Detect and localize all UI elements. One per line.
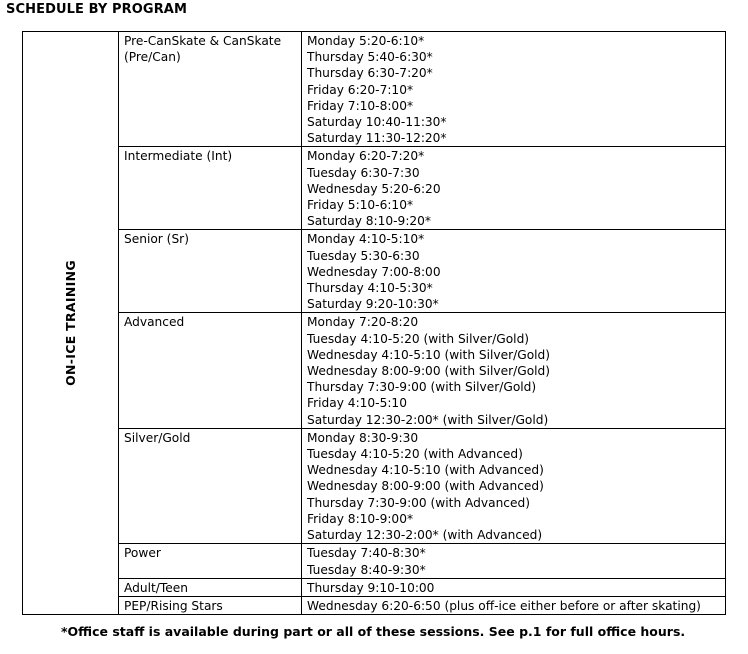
program-name: Intermediate (Int) xyxy=(124,149,233,164)
session-time: Saturday 9:20-10:30* xyxy=(307,297,439,312)
side-label: ON-ICE TRAINING xyxy=(62,260,78,386)
program-name-cell xyxy=(119,428,302,543)
session-time: Saturday 12:30-2:00* (with Advanced) xyxy=(307,528,543,543)
session-time: Thursday 9:10-10:00 xyxy=(307,580,435,595)
program-name-cell xyxy=(119,147,302,230)
session-time: Tuesday 5:30-6:30 xyxy=(307,248,420,263)
session-time: Thursday 7:30-9:00 (with Advanced) xyxy=(307,495,530,510)
program-name: Silver/Gold xyxy=(124,430,191,445)
session-time: Tuesday 4:10-5:20 (with Advanced) xyxy=(307,447,523,462)
schedule-table xyxy=(22,31,726,615)
program-row xyxy=(23,544,726,578)
program-name-cell xyxy=(119,578,302,596)
program-name: PEP/Rising Stars xyxy=(124,598,223,613)
session-time: Tuesday 6:30-7:30 xyxy=(307,165,420,180)
footnote: *Office staff is available during part or all of these sessions. See p.1 for full office hours. xyxy=(61,624,686,639)
session-time: Friday 8:10-9:00* xyxy=(307,511,414,526)
program-name: Senior (Sr) xyxy=(124,232,189,247)
session-time: Tuesday 4:10-5:20 (with Silver/Gold) xyxy=(307,331,530,346)
program-name: (Pre/Can) xyxy=(124,50,181,65)
session-time: Saturday 11:30-12:20* xyxy=(307,131,447,146)
session-time: Wednesday 5:20-6:20 xyxy=(307,181,441,196)
session-time: Friday 4:10-5:10 xyxy=(307,396,407,411)
program-name: Adult/Teen xyxy=(124,580,188,595)
schedule-body xyxy=(23,32,726,615)
session-time: Monday 4:10-5:10* xyxy=(307,232,425,247)
program-row xyxy=(23,578,726,596)
program-name-cell xyxy=(119,544,302,578)
session-time: Saturday 8:10-9:20* xyxy=(307,214,432,229)
session-time: Monday 5:20-6:10* xyxy=(307,34,425,48)
program-name-cell xyxy=(119,596,302,614)
program-name-cell xyxy=(119,230,302,313)
session-time: Saturday 12:30-2:00* (with Silver/Gold) xyxy=(307,412,549,427)
session-time: Thursday 7:30-9:00 (with Silver/Gold) xyxy=(307,380,537,395)
session-time: Monday 8:30-9:30 xyxy=(307,430,419,445)
program-name-cell xyxy=(119,32,302,147)
program-row xyxy=(23,32,726,147)
program-times-cell xyxy=(302,578,726,596)
program-times-cell xyxy=(302,147,726,230)
session-time: Friday 5:10-6:10* xyxy=(307,198,414,213)
session-time: Wednesday 8:00-9:00 (with Silver/Gold) xyxy=(307,364,551,379)
program-times-cell xyxy=(302,596,726,614)
side-label-cell xyxy=(23,32,119,615)
session-time: Tuesday 7:40-8:30* xyxy=(307,546,426,561)
program-times-cell xyxy=(302,544,726,578)
program-name: Pre-CanSkate & CanSkate xyxy=(124,34,282,48)
program-name-cell xyxy=(119,313,302,428)
session-time: Thursday 6:30-7:20* xyxy=(307,66,433,81)
session-time: Tuesday 8:40-9:30* xyxy=(307,562,426,577)
program-row xyxy=(23,147,726,230)
session-time: Thursday 5:40-6:30* xyxy=(307,50,433,65)
session-time: Monday 7:20-8:20 xyxy=(307,315,419,330)
session-time: Wednesday 8:00-9:00 (with Advanced) xyxy=(307,479,544,494)
session-time: Friday 7:10-8:00* xyxy=(307,98,414,113)
session-time: Thursday 4:10-5:30* xyxy=(307,281,433,296)
program-row xyxy=(23,313,726,428)
program-row xyxy=(23,230,726,313)
page-title: SCHEDULE BY PROGRAM xyxy=(6,2,188,17)
session-time: Saturday 10:40-11:30* xyxy=(307,115,447,130)
program-times-cell xyxy=(302,428,726,543)
session-time: Wednesday 4:10-5:10 (with Advanced) xyxy=(307,463,544,478)
session-time: Wednesday 6:20-6:50 (plus off-ice either before or after skating) xyxy=(307,598,701,613)
program-row xyxy=(23,596,726,614)
program-name: Power xyxy=(124,546,161,561)
program-times-cell xyxy=(302,313,726,428)
session-time: Monday 6:20-7:20* xyxy=(307,149,425,164)
program-name: Advanced xyxy=(124,315,185,330)
session-time: Wednesday 7:00-8:00 xyxy=(307,264,441,279)
program-row xyxy=(23,428,726,543)
session-time: Friday 6:20-7:10* xyxy=(307,82,414,97)
program-times-cell xyxy=(302,230,726,313)
program-times-cell xyxy=(302,32,726,147)
session-time: Wednesday 4:10-5:10 (with Silver/Gold) xyxy=(307,347,551,362)
